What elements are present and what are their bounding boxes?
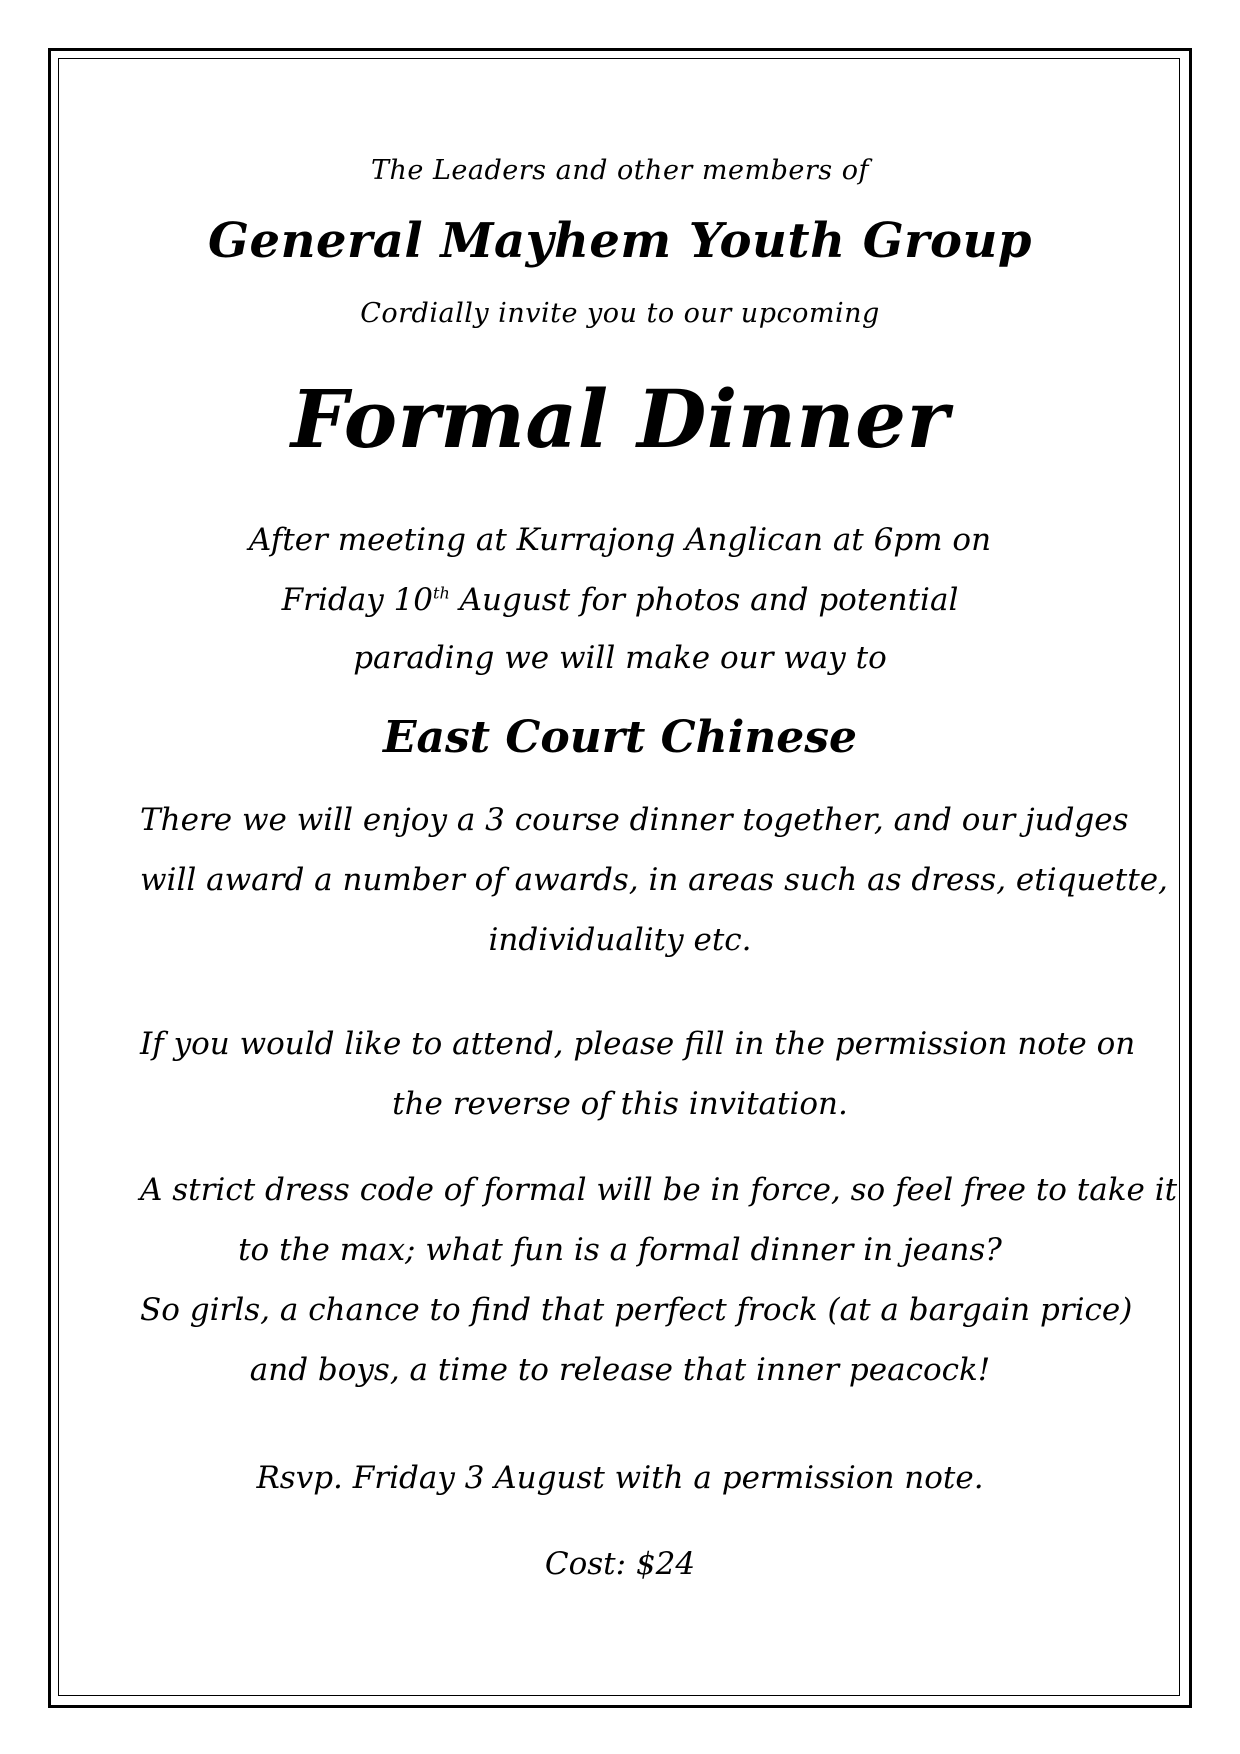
invite-line: Cordially invite you to our upcoming [360,298,880,329]
cost-line: Cost: $24 [544,1546,696,1582]
meeting-line-2-rest: August for photos and potential [449,582,959,618]
meeting-day: Friday 10 [281,582,434,618]
event-title: Formal Dinner [290,372,950,466]
intro-line: The Leaders and other members of [371,155,869,186]
dress-line-4: and boys, a time to release that inner peacock! [249,1352,991,1388]
dress-line-1: A strict dress code of formal will be in force, so feel free to take it [140,1172,1178,1208]
rsvp-line: Rsvp. Friday 3 August with a permission note. [256,1460,984,1496]
dress-line-2: to the max; what fun is a formal dinner in jeans? [238,1232,1002,1268]
group-name: General Mayhem Youth Group [208,213,1032,269]
permission-line-2: the reverse of this invitation. [392,1086,848,1122]
date-suffix: th [433,583,450,603]
meeting-line-1: After meeting at Kurrajong Anglican at 6pm on [248,522,992,558]
dress-line-3: So girls, a chance to find that perfect frock (at a bargain price) [140,1292,1133,1328]
dinner-line-3: individuality etc. [488,922,752,958]
venue-name: East Court Chinese [382,712,858,763]
meeting-line-3: parading we will make our way to [353,640,887,676]
permission-line-1: If you would like to attend, please fill in the permission note on [140,1026,1136,1062]
dinner-line-2: will award a number of awards, in areas such as dress, etiquette, [140,862,1168,898]
dinner-line-1: There we will enjoy a 3 course dinner together, and our judges [140,802,1129,838]
meeting-line-2 [140,582,1100,618]
